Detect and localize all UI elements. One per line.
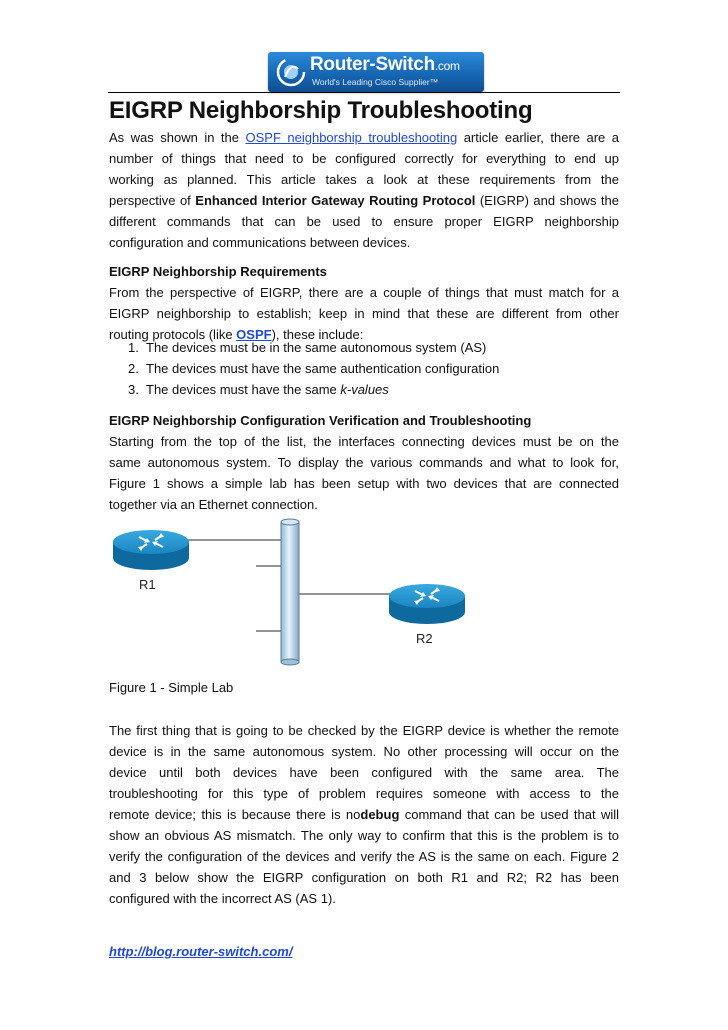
footer-blog-link[interactable]: http://blog.router-switch.com/	[109, 944, 293, 959]
ospf-link[interactable]: OSPF	[236, 327, 272, 342]
logo-tagline: World's Leading Cisco Supplier™	[312, 77, 439, 87]
network-diagram	[109, 518, 469, 678]
list-item: 2. The devices must have the same authentication configuration	[128, 361, 500, 376]
r2-label: R2	[416, 631, 433, 646]
page-title: EIGRP Neighborship Troubleshooting	[109, 97, 533, 124]
ospf-troubleshooting-link[interactable]: OSPF neighborship troubleshooting	[245, 130, 458, 145]
requirements-list	[109, 337, 499, 400]
logo-name: Router-Switch.com	[310, 54, 460, 75]
intro-paragraph: As was shown in the OSPF neighborship troubleshooting article earlier, there are a number of things that need to be configured correctly for everything to end up working as planned. This article takes a look at these requirements from the perspective of Enhanced Interior Gateway Routing Protocol (EIGRP) and shows the different commands that can be used to ensure proper EIGRP neighborship configuration and communications between devices.	[109, 130, 619, 250]
ethernet-segment	[281, 519, 299, 665]
verification-heading: EIGRP Neighborship Configuration Verification and Troubleshooting	[109, 413, 532, 428]
list-item: 1. The devices must be in the same autonomous system (AS)	[128, 340, 487, 355]
router-switch-logo	[268, 52, 484, 92]
requirements-paragraph: From the perspective of EIGRP, there are a couple of things that must match for a EIGRP neighborship to establish; keep in mind that these are different from other routing protocols (like OSPF), these include:	[109, 285, 619, 342]
header-rule	[108, 92, 620, 93]
figure-caption: Figure 1 - Simple Lab	[109, 680, 234, 695]
router-r2-icon	[389, 584, 465, 624]
router-r1-icon	[113, 530, 189, 570]
body-paragraph: The first thing that is going to be checked by the EIGRP device is whether the remote device is in the same autonomous system. No other processing will occur on the device until both devices have been configured with the same area. The troubleshooting for this type of problem requires someone with access to the remote device; this is because there is nodebug command that can be used that will show an obvious AS mismatch. The only way to confirm that this is the problem is to verify the configuration of the devices and verify the AS is the same on each. Figure 2 and 3 below show the EIGRP configuration on both R1 and R2; R2 has been configured with the incorrect AS (AS 1).	[109, 723, 619, 906]
list-item: 3. The devices must have the same k-values	[128, 382, 389, 397]
requirements-heading: EIGRP Neighborship Requirements	[109, 264, 327, 279]
verification-paragraph: Starting from the top of the list, the interfaces connecting devices must be on the same autonomous system. To display the various commands and what to look for, Figure 1 shows a simple lab has been setup with two devices that are connected together via an Ethernet connection.	[109, 434, 619, 512]
swirl-logo-icon	[276, 57, 306, 87]
r1-label: R1	[139, 577, 156, 592]
